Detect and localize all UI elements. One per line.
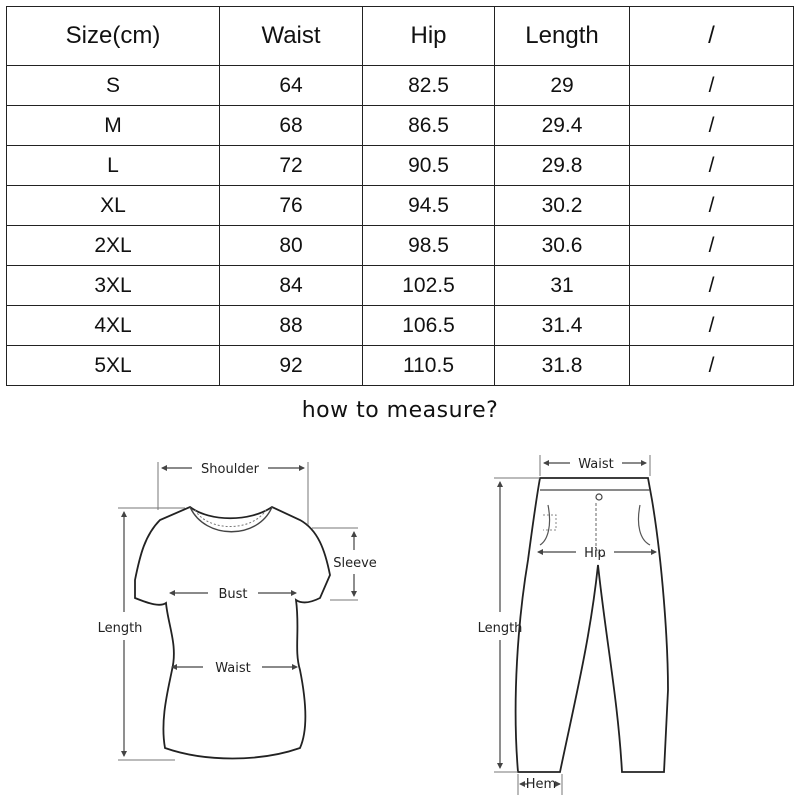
cell-hip: 94.5 bbox=[363, 186, 495, 226]
cell-size: 3XL bbox=[7, 266, 220, 306]
cell-waist: 76 bbox=[220, 186, 363, 226]
shirt-waist-label: Waist bbox=[215, 661, 251, 676]
cell-hip: 90.5 bbox=[363, 146, 495, 186]
cell-hip: 110.5 bbox=[363, 346, 495, 386]
cell-waist: 72 bbox=[220, 146, 363, 186]
shoulder-label: Shoulder bbox=[201, 462, 259, 477]
tshirt-diagram bbox=[98, 462, 377, 760]
tshirt-outline-icon bbox=[135, 507, 330, 759]
cell-extra: / bbox=[630, 306, 794, 346]
cell-length: 31.8 bbox=[495, 346, 630, 386]
cell-length: 31.4 bbox=[495, 306, 630, 346]
cell-hip: 102.5 bbox=[363, 266, 495, 306]
cell-size: 2XL bbox=[7, 226, 220, 266]
how-to-measure-heading: how to measure? bbox=[301, 398, 499, 423]
cell-waist: 92 bbox=[220, 346, 363, 386]
cell-hip: 86.5 bbox=[363, 106, 495, 146]
cell-hip: 82.5 bbox=[363, 66, 495, 106]
cell-hip: 106.5 bbox=[363, 306, 495, 346]
header-waist: Waist bbox=[220, 7, 363, 66]
cell-size: M bbox=[7, 106, 220, 146]
cell-extra: / bbox=[630, 66, 794, 106]
pants-outline-icon bbox=[516, 478, 668, 772]
header-extra: / bbox=[630, 7, 794, 66]
bust-label: Bust bbox=[218, 587, 248, 602]
shirt-length-label: Length bbox=[97, 621, 143, 636]
cell-waist: 68 bbox=[220, 106, 363, 146]
cell-size: L bbox=[7, 146, 220, 186]
cell-extra: / bbox=[630, 106, 794, 146]
cell-length: 29.4 bbox=[495, 106, 630, 146]
cell-length: 30.2 bbox=[495, 186, 630, 226]
header-length: Length bbox=[495, 7, 630, 66]
cell-size: 4XL bbox=[7, 306, 220, 346]
cell-length: 30.6 bbox=[495, 226, 630, 266]
cell-length: 29.8 bbox=[495, 146, 630, 186]
cell-waist: 64 bbox=[220, 66, 363, 106]
header-size: Size(cm) bbox=[7, 7, 220, 66]
cell-hip: 98.5 bbox=[363, 226, 495, 266]
pants-length-label: Length bbox=[477, 621, 523, 636]
cell-extra: / bbox=[630, 146, 794, 186]
pants-waist-label: Waist bbox=[578, 457, 614, 472]
pants-hip-label: Hip bbox=[584, 546, 606, 561]
cell-waist: 80 bbox=[220, 226, 363, 266]
hem-label: Hem bbox=[525, 777, 557, 792]
cell-length: 29 bbox=[495, 66, 630, 106]
pants-diagram bbox=[478, 455, 668, 795]
cell-extra: / bbox=[630, 226, 794, 266]
header-hip: Hip bbox=[363, 7, 495, 66]
cell-waist: 84 bbox=[220, 266, 363, 306]
cell-size: S bbox=[7, 66, 220, 106]
cell-waist: 88 bbox=[220, 306, 363, 346]
cell-size: XL bbox=[7, 186, 220, 226]
cell-length: 31 bbox=[495, 266, 630, 306]
sleeve-label: Sleeve bbox=[333, 556, 377, 571]
cell-extra: / bbox=[630, 186, 794, 226]
cell-extra: / bbox=[630, 346, 794, 386]
cell-extra: / bbox=[630, 266, 794, 306]
cell-size: 5XL bbox=[7, 346, 220, 386]
